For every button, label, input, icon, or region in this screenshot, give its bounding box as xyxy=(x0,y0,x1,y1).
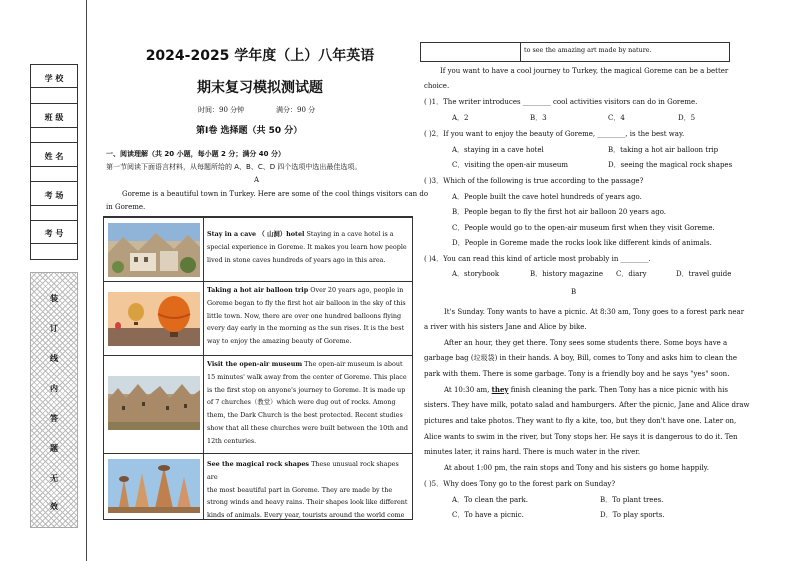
time-label: 时间：90 分钟 xyxy=(198,106,245,114)
table-cont-text: to see the amazing art made by nature. xyxy=(524,46,652,54)
option-b[interactable]: B．history magazine xyxy=(530,270,604,278)
passage-b-text: After an hour, they get there. Tony sees some students there. Some boys have a xyxy=(444,339,728,347)
question-5: ( )5．Why does Tony go to the forest park on Sunday? xyxy=(424,480,616,488)
activity-title: See the magical rock shapes xyxy=(207,460,310,468)
option-a[interactable]: A．2 xyxy=(452,114,469,122)
seal-char: 效 xyxy=(50,502,58,511)
section-heading: 一、阅读理解（共 20 小题，每小题 2 分；满分 40 分） xyxy=(106,150,285,158)
rock-shapes-image xyxy=(108,459,200,513)
passage-b-text: pictures and take photos. They want to fly a kite, too, but they don't have one. Later on, xyxy=(424,417,737,425)
passage-b-text: At 10:30 am, they finish cleaning the park. Then Tony has a nice picnic with his xyxy=(444,385,728,394)
student-info-box xyxy=(30,64,78,260)
table-row xyxy=(104,217,412,282)
option-d[interactable]: D．People in Goreme made the rocks look like different kinds of animals. xyxy=(452,239,712,247)
passage-b-text: a river with his sisters Jane and Alice by bike. xyxy=(424,323,587,331)
activity-text: Stay in a cave （ 山洞）hotel Staying in a cave hotel is a special experience in Goreme. It makes you learn how people lived in stone caves hundreds of years ago in this area. xyxy=(207,230,407,264)
binding-line xyxy=(86,0,87,561)
exam-subtitle: 期末复习模拟测试题 xyxy=(197,80,323,96)
activity-text: Visit the open-air museum The open-air museum is about 15 minutes' walk away from the center of Goreme. This place is the first stop on anyone's journey to Goreme. It is made up of 7 churches（教堂）which were dug out of rocks. Among them, the Dark Church is the best protected. Recent studies show that all these churches were built between the 10th and 12th centuries. xyxy=(207,360,408,445)
passage-b-text: sisters. They have milk, potato salad and hamburgers. After the picnic, Jane and Alice draw xyxy=(424,401,750,409)
option-d[interactable]: D．travel guide xyxy=(676,270,732,278)
seal-char: 题 xyxy=(50,444,58,453)
activity-title: Taking a hot air balloon trip xyxy=(207,286,309,294)
option-c[interactable]: C．diary xyxy=(616,270,647,278)
hot-air-balloon-image xyxy=(108,292,200,346)
seal-char: 线 xyxy=(50,354,58,363)
volume-heading: 第Ⅰ卷 选择题（共 50 分） xyxy=(196,126,303,136)
option-c[interactable]: C．People would go to the open-air museum first when they visit Goreme. xyxy=(452,224,715,232)
passage-b-text: Alice wants to swim in the river, but Tony stops her. He says it is dangerous to do it. Ten xyxy=(424,433,738,441)
passage-b-text: At about 1:00 pm, the rain stops and Tony and his sisters go home happily. xyxy=(444,464,709,472)
option-d[interactable]: D．To play sports. xyxy=(600,511,665,519)
passage-b-text: garbage bag (垃圾袋) in their hands. A boy, Bill, comes to Tony and asks him to clean the xyxy=(424,354,738,362)
question-1: ( )1．The writer introduces ________ cool activities visitors can do in Goreme. xyxy=(424,98,698,106)
cave-hotel-image xyxy=(108,223,200,277)
activity-text: Taking a hot air balloon trip Over 20 years ago, people in Goreme began to fly the first hot air balloon in the sky of this little town. Now, there are over one hundred balloons flying every day early in the morning as the sun rises. It is the best way to enjoy the amazing beauty of Goreme. xyxy=(207,286,406,346)
name-label: 姓 名 xyxy=(44,152,64,161)
option-a[interactable]: A．To clean the park. xyxy=(452,496,528,504)
passage-b-text: minutes later, it rains hard. There is much water in the river. xyxy=(424,448,641,456)
table-row xyxy=(104,355,412,454)
class-label: 班 级 xyxy=(44,113,64,122)
seal-char: 答 xyxy=(50,414,58,423)
option-a[interactable]: A．staying in a cave hotel xyxy=(452,146,544,154)
intro-text-cont: in Goreme. xyxy=(106,203,146,211)
activity-text: See the magical rock shapes These unusual rock shapes are the most beautiful part in Goreme. They are made by the strong winds and heavy rains. Their shapes look like different kinds of animals. Every year, tourists around the world come xyxy=(207,460,408,520)
passage-b-text: park with them. There is some garbage. Tony is a friendly boy and he says "yes" soon. xyxy=(424,370,730,378)
activity-title: Visit the open-air museum xyxy=(207,360,303,368)
seal-char: 订 xyxy=(50,324,58,333)
exam-room-label: 考 场 xyxy=(44,191,64,200)
underlined-word: they xyxy=(491,385,509,394)
section-instruction: 第一节阅读下面语言材料，从每题所给的 A、B、C、D 四个选项中选出最佳选项。 xyxy=(106,163,362,171)
activity-title: Stay in a cave （ 山洞）hotel xyxy=(207,230,305,238)
score-label: 满分：90 分 xyxy=(276,106,316,114)
conclusion-text-cont: choice. xyxy=(424,82,450,90)
table-row xyxy=(104,281,412,356)
seal-char: 装 xyxy=(50,294,58,303)
option-c[interactable]: C．To have a picnic. xyxy=(452,511,524,519)
question-4: ( )4．You can read this kind of article most probably in ________. xyxy=(424,255,651,263)
open-air-museum-image xyxy=(108,376,200,430)
option-b[interactable]: B．To plant trees. xyxy=(600,496,664,504)
option-b[interactable]: B．3 xyxy=(530,114,547,122)
seal-line-box xyxy=(30,272,78,528)
exam-number-label: 考 号 xyxy=(44,229,64,238)
option-b[interactable]: B．People began to fly the first hot air balloon 20 years ago. xyxy=(452,208,667,216)
option-d[interactable]: D．seeing the magical rock shapes xyxy=(608,161,733,169)
option-d[interactable]: D．5 xyxy=(678,114,696,122)
conclusion-text: If you want to have a cool journey to Turkey, the magical Goreme can be a better xyxy=(440,67,729,75)
exam-title: 2024-2025 学年度（上）八年英语 xyxy=(145,48,375,64)
question-2: ( )2．If you want to enjoy the beauty of Goreme, ________, is the best way. xyxy=(424,130,685,138)
activities-table xyxy=(103,216,413,520)
passage-a-label: A xyxy=(254,176,260,184)
table-continuation xyxy=(420,42,730,62)
option-a[interactable]: A．People built the cave hotel hundreds of years ago. xyxy=(452,193,642,201)
option-a[interactable]: A．storybook xyxy=(452,270,500,278)
option-c[interactable]: C．visiting the open-air museum xyxy=(452,161,569,169)
option-c[interactable]: C．4 xyxy=(608,114,625,122)
school-label: 学 校 xyxy=(44,74,64,83)
question-3: ( )3．Which of the following is true according to the passage? xyxy=(424,177,644,185)
intro-text: Goreme is a beautiful town in Turkey. Here are some of the cool things visitors can do xyxy=(122,190,429,198)
passage-b-label: B xyxy=(571,288,577,296)
passage-b-text: It's Sunday. Tony wants to have a picnic. At 8:30 am, Tony goes to a forest park near xyxy=(444,308,745,316)
option-b[interactable]: B．taking a hot air balloon trip xyxy=(608,146,719,154)
seal-char: 无 xyxy=(50,474,58,483)
table-row xyxy=(104,453,412,520)
seal-char: 内 xyxy=(50,384,58,393)
